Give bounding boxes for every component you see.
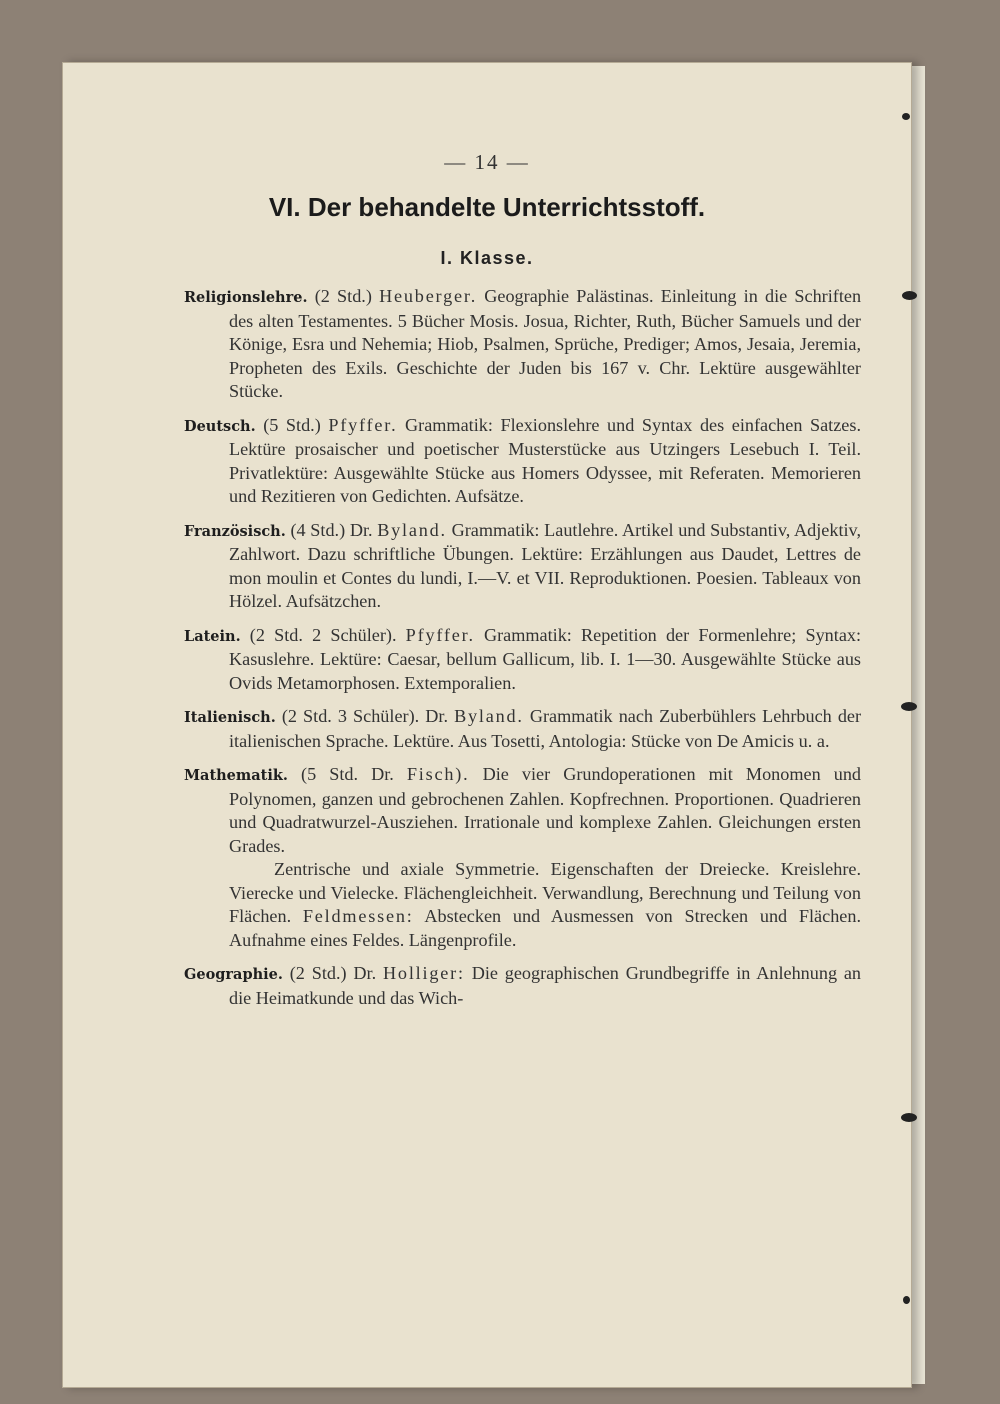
feldmessen-text: Abstecken und Ausmessen von Strecken und Flächen. Aufnahme eines Feldes. Längenprofile. [229,906,862,950]
teacher-prefix: Dr. [353,963,377,983]
subject-content: Geographie Palästinas. Einleitung in die Schriften des alten Testamentes. 5 Bücher Mosis. Josua, Richter, Ruth, Bücher Samuels und der Könige, Esra und Nehemia; Hiob, Psalmen, Sprüche, Prediger; Amos, Jesaia, Jeremia, Propheten des Exils. Geschichte der Juden bis 167 v. Chr. Lektüre ausgewählter Stücke. [229,286,862,401]
teacher-name: Byland. [454,706,524,726]
teacher-name: Pfyffer. [328,414,398,435]
hours: (4 Std.) [290,519,346,540]
subject-content: Die vier Grundoperationen mit Monomen und Polynomen, ganzen und gebrochenen Zahlen. Kopfrechnen. Proportionen. Quadrieren und Quadratwurzel-Ausziehen. Irrationale und komplexe Zahlen. Gleichungen ersten Grades. [229,764,862,856]
subject-label: Mathematik. [184,767,288,784]
subject-franzoesisch [184,519,861,614]
teacher-name: Fisch). [406,764,470,784]
teacher-name: Byland. [377,519,447,540]
geometry-text: Zentrische und axiale Symmetrie. Eigenschaften der Dreiecke. Kreislehre. Vierecke und Vielecke. Flächengleichheit. Verwandlung, Berechnung und Teilung von Flächen. [229,859,861,926]
section-title: VI. Der behandelte Unterrichtsstoff. [268,192,706,222]
teacher-name: Heuberger. [379,286,478,306]
hours: (5 Std.) [263,414,321,435]
binding-hole [902,113,910,120]
subject-label: Französisch. [184,522,286,540]
hours: (2 Std.) [314,286,372,306]
hours: (2 Std.) [289,963,347,983]
subject-geographie [184,962,861,1010]
body-text [184,285,861,1020]
subject-latein [184,624,861,696]
subject-mathematik [184,763,861,952]
subject-religion [184,285,861,404]
subject-content: Grammatik: Lautlehre. Artikel und Substantiv, Adjektiv, Zahlwort. Dazu schriftliche Übungen. Lektüre: Erzählungen aus Daudet, Lettres de mon moulin et Contes du lundi, I.—V. et VII. Reproduktionen. Poesien. Tableaux von Hölzel. Aufsätzchen. [229,519,862,611]
subject-content: Grammatik: Flexionslehre und Syntax des einfachen Satzes. Lektüre prosaischer und poetischer Musterstücke aus Utzingers Lesebuch I. Teil. Privatlektüre: Ausgewählte Stücke aus Homers Odyssee, mit Referaten. Memorieren und Rezitieren von Gedichten. Aufsätze. [229,414,862,506]
binding-hole [901,1113,917,1122]
class-heading: I. Klasse. [440,248,534,268]
binding-hole [901,702,917,711]
feldmessen-label: Feldmessen: [302,906,414,926]
subject-label: Italienisch. [184,709,276,726]
hours: (2 Std. 2 Schüler). [249,624,397,645]
teacher-prefix: Dr. [425,706,448,726]
teacher-name: Pfyffer. [405,624,475,645]
subject-content-geometry [229,858,861,952]
subject-label: Geographie. [184,966,283,983]
subject-label: Deutsch. [184,417,256,435]
subject-label: Religionslehre. [184,289,308,306]
teacher-prefix: Dr. [371,764,394,784]
subject-content: Die geographischen Grundbegriffe in Anlehnung an die Heimatkunde und das Wich- [229,963,862,1008]
teacher-name: Holliger: [382,963,465,983]
subject-content: Grammatik: Repetition der Formenlehre; Syntax: Kasuslehre. Lektüre: Caesar, bellum Gallicum, lib. I. 1—30. Ausgewählte Stücke aus Ovids Metamorphosen. Extemporalien. [229,624,862,693]
binding-hole [903,1296,910,1304]
subject-italienisch [184,705,861,753]
page-number: — 14 — [444,150,530,174]
hours: (2 Std. 3 Schüler). [281,706,420,726]
subject-label: Latein. [184,627,241,645]
subject-content: Grammatik nach Zuberbühlers Lehrbuch der italienischen Sprache. Lektüre. Aus Tosetti, Antologia: Stücke von De Amicis u. a. [229,706,862,751]
document-page [62,62,912,1388]
binding-hole [902,291,917,300]
hours: (5 Std. [301,764,359,784]
teacher-prefix: Dr. [349,519,373,540]
subject-deutsch [184,414,861,509]
